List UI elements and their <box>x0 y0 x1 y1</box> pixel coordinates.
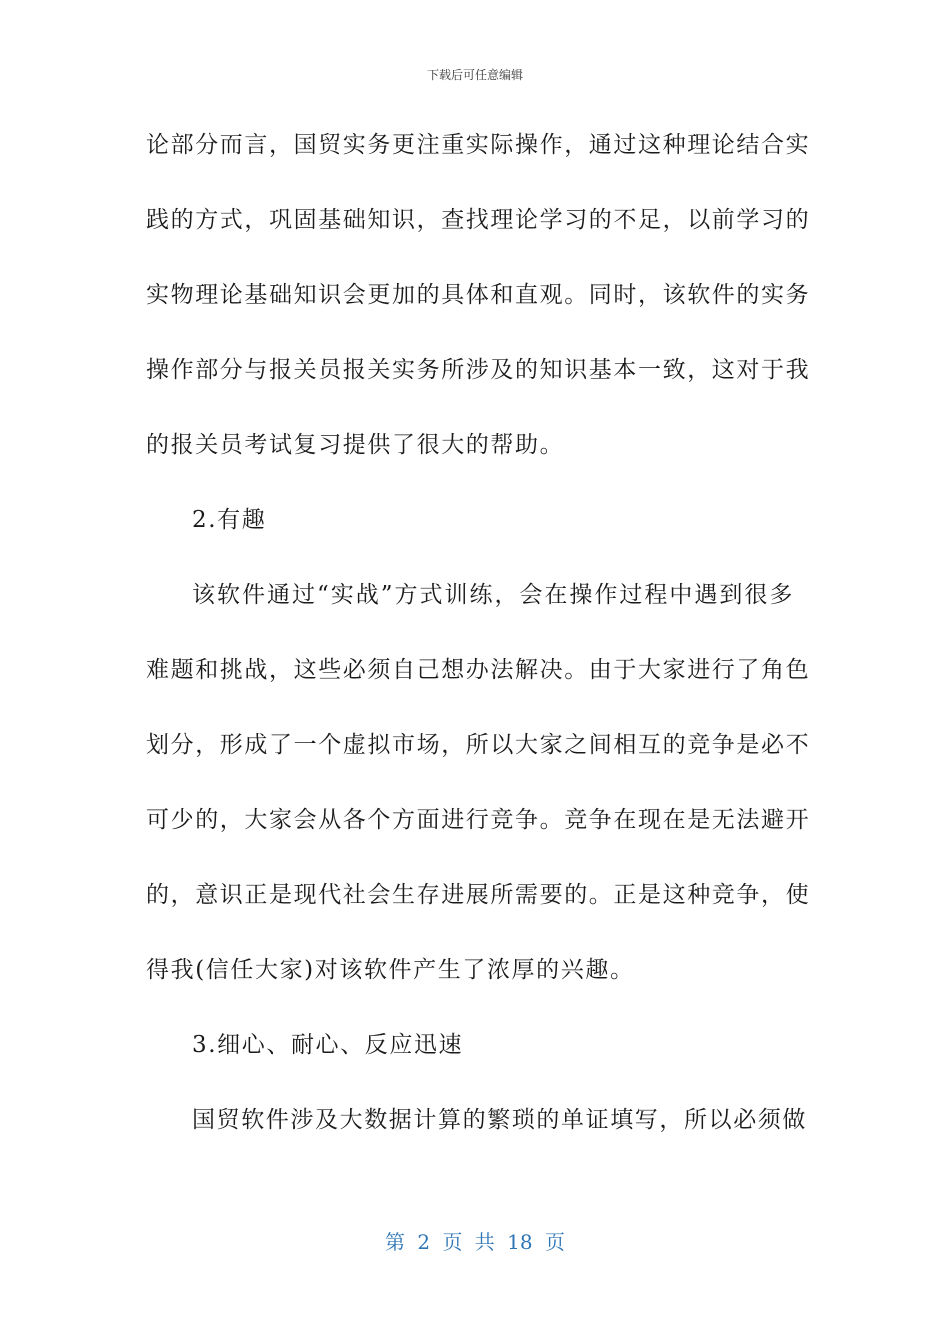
text-line: 论部分而言，国贸实务更注重实际操作，通过这种理论结合实 <box>146 132 811 158</box>
text-line: 划分，形成了一个虚拟市场，所以大家之间相互的竞争是必不 <box>146 732 811 758</box>
page-footer: 第 2 页 共 18 页 <box>385 1230 565 1254</box>
text-line: 实物理论基础知识会更加的具体和直观。同时，该软件的实务 <box>146 282 811 308</box>
text-line: 操作部分与报关员报关实务所涉及的知识基本一致，这对于我 <box>146 357 811 383</box>
text-line: 该软件通过“实战”方式训练，会在操作过程中遇到很多 <box>192 582 794 608</box>
text-line: 3.细心、耐心、反应迅速 <box>192 1032 464 1058</box>
text-line: 的，意识正是现代社会生存进展所需要的。正是这种竞争，使 <box>146 882 811 908</box>
text-line: 得我(信任大家)对该软件产生了浓厚的兴趣。 <box>146 957 635 983</box>
body-text <box>146 120 811 1170</box>
text-line: 的报关员考试复习提供了很大的帮助。 <box>146 432 565 458</box>
text-line: 2.有趣 <box>192 507 267 533</box>
text-line: 国贸软件涉及大数据计算的繁琐的单证填写，所以必须做 <box>192 1107 807 1133</box>
text-line: 可少的，大家会从各个方面进行竞争。竞争在现在是无法避开 <box>146 807 811 833</box>
text-line: 践的方式，巩固基础知识，查找理论学习的不足，以前学习的 <box>146 207 811 233</box>
page-header: 下载后可任意编辑 <box>426 68 523 82</box>
text-line: 难题和挑战，这些必须自己想办法解决。由于大家进行了角色 <box>146 657 811 683</box>
